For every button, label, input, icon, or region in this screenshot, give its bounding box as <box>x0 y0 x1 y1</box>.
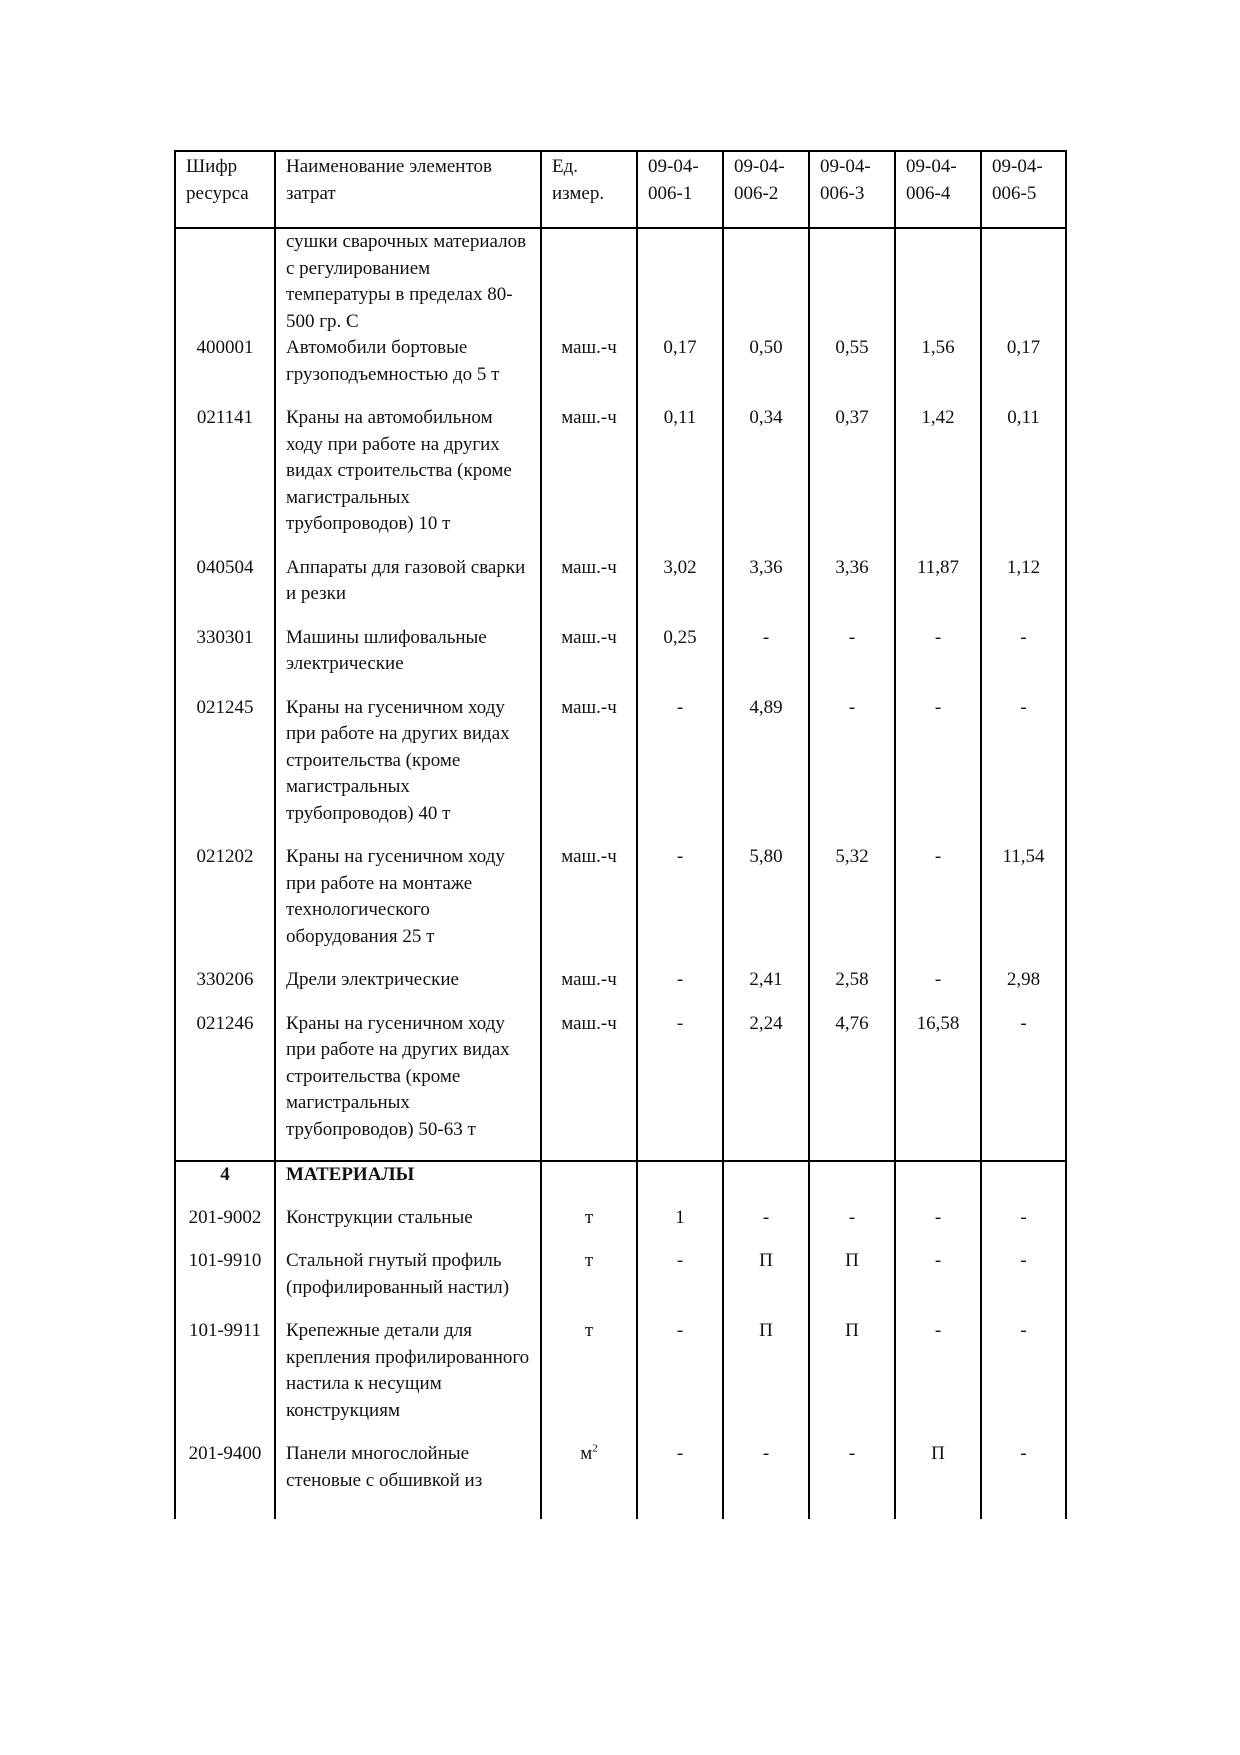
cell-value: 0,55 <box>809 335 895 405</box>
cell-value: 4,89 <box>723 695 809 845</box>
table-row <box>175 335 1066 405</box>
header-col-4: 09-04-006-4 <box>895 151 981 228</box>
table-row <box>175 405 1066 555</box>
header-name: Наименование элементов затрат <box>275 151 541 228</box>
table-row <box>175 555 1066 625</box>
cell-code: 330301 <box>175 625 275 695</box>
cell-value: - <box>895 1205 981 1249</box>
cell-name: Стальной гнутый профиль (профилированный настил) <box>275 1248 541 1318</box>
cell-code: 101-9911 <box>175 1318 275 1441</box>
cell-value: - <box>895 1248 981 1318</box>
cell-value: - <box>637 844 723 967</box>
cell-code: 101-9910 <box>175 1248 275 1318</box>
cell-value: 2,24 <box>723 1011 809 1162</box>
cell-code: 021202 <box>175 844 275 967</box>
cell-value: 2,41 <box>723 967 809 1011</box>
cell-value: 11,54 <box>981 844 1066 967</box>
header-unit: Ед. измер. <box>541 151 637 228</box>
section-row-materials <box>175 1161 1066 1205</box>
table-row <box>175 844 1066 967</box>
cell-value: П <box>809 1248 895 1318</box>
cell-value: 0,37 <box>809 405 895 555</box>
cell-value: - <box>981 625 1066 695</box>
cell-name: Краны на гусеничном ходу при работе на других видах строительства (кроме магистральных трубопроводов) 50-63 т <box>275 1011 541 1162</box>
cell-value: 2,98 <box>981 967 1066 1011</box>
cell-value: 0,50 <box>723 335 809 405</box>
cell-value: - <box>637 1011 723 1162</box>
cell-name: Дрели электрические <box>275 967 541 1011</box>
cell-value: - <box>895 695 981 845</box>
cell-unit <box>541 1441 637 1519</box>
header-col-3: 09-04-006-3 <box>809 151 895 228</box>
cell-value: - <box>895 844 981 967</box>
header-col-1: 09-04-006-1 <box>637 151 723 228</box>
cell-value: - <box>637 1441 723 1519</box>
cell-value: 0,34 <box>723 405 809 555</box>
table-row <box>175 1011 1066 1162</box>
cell-code: 021141 <box>175 405 275 555</box>
cell-value: - <box>981 1248 1066 1318</box>
cell-unit: т <box>541 1248 637 1318</box>
header-col-2: 09-04-006-2 <box>723 151 809 228</box>
cell-unit: маш.-ч <box>541 695 637 845</box>
table-row <box>175 695 1066 845</box>
table-row <box>175 1248 1066 1318</box>
cell-name: Панели многослойные стеновые с обшивкой из <box>275 1441 541 1519</box>
cell-unit: маш.-ч <box>541 405 637 555</box>
cell-value: 2,58 <box>809 967 895 1011</box>
cell-value: - <box>895 967 981 1011</box>
cell-value: - <box>809 625 895 695</box>
cell-value: 16,58 <box>895 1011 981 1162</box>
cell-unit: т <box>541 1205 637 1249</box>
cell-value: - <box>981 1011 1066 1162</box>
cell-unit: маш.-ч <box>541 555 637 625</box>
cell-value: - <box>895 625 981 695</box>
cell-code: 330206 <box>175 967 275 1011</box>
table-row <box>175 1441 1066 1519</box>
cell-value: - <box>809 695 895 845</box>
table-row <box>175 625 1066 695</box>
cell-name: Аппараты для газовой сварки и резки <box>275 555 541 625</box>
cell-value: 5,80 <box>723 844 809 967</box>
cell-unit: маш.-ч <box>541 625 637 695</box>
cell-code: 201-9400 <box>175 1441 275 1519</box>
cell-value: 1,12 <box>981 555 1066 625</box>
cell-value: П <box>723 1318 809 1441</box>
cell-name: Машины шлифовальные электрические <box>275 625 541 695</box>
section-number: 4 <box>175 1161 275 1205</box>
section-title: МАТЕРИАЛЫ <box>275 1161 541 1205</box>
cell-value: 3,36 <box>809 555 895 625</box>
cell-unit: маш.-ч <box>541 967 637 1011</box>
cell-value: 0,25 <box>637 625 723 695</box>
unit-superscript: 2 <box>592 1442 598 1455</box>
cell-name: Краны на автомобильном ходу при работе на других видах строительства (кроме магистральных трубопроводов) 10 т <box>275 405 541 555</box>
cell-code: 021245 <box>175 695 275 845</box>
cell-value: 4,76 <box>809 1011 895 1162</box>
cell-value: - <box>809 1441 895 1519</box>
cell-value: - <box>809 1205 895 1249</box>
header-col-5: 09-04-006-5 <box>981 151 1066 228</box>
table-row-continuation <box>175 228 1066 335</box>
cell-value: 1,42 <box>895 405 981 555</box>
cell-code: 201-9002 <box>175 1205 275 1249</box>
cell-unit: т <box>541 1318 637 1441</box>
cell-value: П <box>895 1441 981 1519</box>
cell-value: - <box>723 1441 809 1519</box>
cell-value: - <box>637 967 723 1011</box>
table-row <box>175 1318 1066 1441</box>
cell-value: 5,32 <box>809 844 895 967</box>
cell-value: - <box>723 625 809 695</box>
table-header-row <box>175 151 1066 228</box>
cell-name: Конструкции стальные <box>275 1205 541 1249</box>
cell-unit: маш.-ч <box>541 844 637 967</box>
cell-value: 1,56 <box>895 335 981 405</box>
cell-value: 1 <box>637 1205 723 1249</box>
table-row <box>175 1205 1066 1249</box>
header-code: Шифр ресурса <box>175 151 275 228</box>
cell-value: - <box>895 1318 981 1441</box>
cell-value: П <box>723 1248 809 1318</box>
cell-name: сушки сварочных материалов с регулированием температуры в пределах 80-500 гр. С <box>275 228 541 335</box>
unit-text: м <box>580 1443 593 1464</box>
cell-value: 3,36 <box>723 555 809 625</box>
cell-value: - <box>637 1248 723 1318</box>
cell-code: 040504 <box>175 555 275 625</box>
cell-name: Автомобили бортовые грузоподъемностью до 5 т <box>275 335 541 405</box>
cell-unit: маш.-ч <box>541 335 637 405</box>
cell-name: Крепежные детали для крепления профилированного настила к несущим конструкциям <box>275 1318 541 1441</box>
cell-code <box>175 228 275 335</box>
cell-code: 021246 <box>175 1011 275 1162</box>
cell-value: - <box>637 1318 723 1441</box>
cell-value: - <box>723 1205 809 1249</box>
cell-name: Краны на гусеничном ходу при работе на других видах строительства (кроме магистральных трубопроводов) 40 т <box>275 695 541 845</box>
cell-value: 0,11 <box>637 405 723 555</box>
cell-value: 11,87 <box>895 555 981 625</box>
cell-value: П <box>809 1318 895 1441</box>
cell-code: 400001 <box>175 335 275 405</box>
table-row <box>175 967 1066 1011</box>
cell-value: 0,11 <box>981 405 1066 555</box>
cell-value: 0,17 <box>981 335 1066 405</box>
cell-name: Краны на гусеничном ходу при работе на монтаже технологического оборудования 25 т <box>275 844 541 967</box>
cell-value: - <box>981 1318 1066 1441</box>
cell-value: 3,02 <box>637 555 723 625</box>
resource-table <box>174 150 1067 1519</box>
cell-unit: маш.-ч <box>541 1011 637 1162</box>
cell-value: - <box>637 695 723 845</box>
cell-value: - <box>981 1205 1066 1249</box>
cell-value: - <box>981 695 1066 845</box>
cell-value: - <box>981 1441 1066 1519</box>
cell-value: 0,17 <box>637 335 723 405</box>
